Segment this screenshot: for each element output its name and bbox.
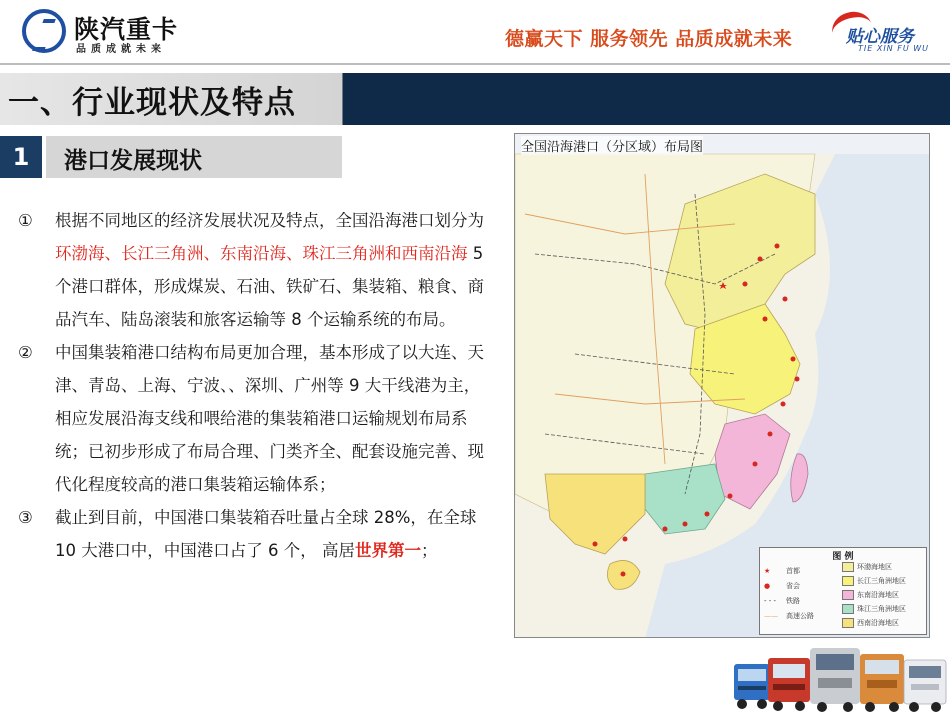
truck-icon: [810, 648, 860, 712]
star-icon: ★: [764, 567, 771, 575]
legend-swatch: [842, 618, 854, 628]
item-number: ②: [18, 343, 33, 362]
legend-provincial-capital: ● 省会: [764, 582, 800, 590]
item-text: 根据不同地区的经济发展状况及特点，全国沿海港口划分为环渤海、长江三角洲、东南沿海、珠江三角洲和西南沿海 5 个港口群体，形成煤炭、石油、铁矿石、集装箱、粮食、商品汽车、陆岛滚装和旅客运输等 8 个运输系统的布局。: [55, 211, 484, 329]
legend-title: 图 例: [832, 552, 854, 562]
legend-swatch: [842, 604, 854, 614]
trucks-illustration: [728, 638, 950, 713]
dot-icon: ●: [764, 582, 771, 590]
legend-region-yangtze: 长江三角洲地区: [842, 576, 906, 586]
bullet-list: [18, 204, 496, 567]
railway-line-icon: - - -: [764, 597, 777, 605]
legend-capital: ★ 首都: [764, 567, 800, 575]
truck-icon: [768, 658, 810, 711]
highlight-regions: 环渤海、长江三角洲、东南沿海、珠江三角洲和西南沿海: [55, 244, 468, 263]
list-item: [18, 501, 496, 567]
brand-name: 陕汽重卡: [74, 15, 179, 44]
item-number: ③: [18, 508, 33, 527]
list-item: [18, 204, 496, 336]
truck-icon: [904, 660, 946, 712]
item-number: ①: [18, 211, 33, 230]
header-divider: [0, 63, 950, 65]
subsection-title: 港口发展现状: [64, 148, 202, 174]
item-text: 中国集装箱港口结构布局更加合理，基本形成了以大连、天津、青岛、上海、宁波、、深圳、广州等 9 大干线港为主，相应发展沿海支线和喂给港的集装箱港口运输规划布局系统；已初步形成了布局合理、门类齐全、配套设施完善、现代化程度较高的港口集装箱运输体系；: [55, 343, 484, 494]
legend-swatch: [842, 590, 854, 600]
list-item: [18, 336, 496, 501]
legend-region-southwest: 西南沿海地区: [842, 618, 899, 628]
legend-swatch: [842, 576, 854, 586]
service-logo-pinyin: TIE XIN FU WU: [858, 44, 929, 53]
slogan: 德赢天下 服务领先 品质成就未来: [505, 28, 793, 50]
truck-icon: [860, 654, 904, 712]
highway-line-icon: ——: [764, 612, 778, 620]
legend-swatch: [842, 562, 854, 572]
shaanxi-auto-logo-icon: [22, 9, 66, 53]
legend-region-bohai: 环渤海地区: [842, 562, 892, 572]
highlight-world-first: 世界第一: [354, 541, 421, 560]
section-title: 一、行业现状及特点: [8, 85, 296, 121]
truck-icon: [734, 664, 770, 709]
coastal-ports-map: [514, 133, 930, 638]
subsection-number: 1: [0, 136, 42, 178]
legend-region-southeast: 东南沿海地区: [842, 590, 899, 600]
item-text: 截止到目前，中国港口集装箱吞吐量占全球 28%，在全球 10 大港口中，中国港口占了 6 个， 高居世界第一；: [55, 508, 477, 560]
legend-highway: —— 高速公路: [764, 612, 814, 620]
map-legend: [759, 547, 927, 635]
brand-tagline: 品质成就未来: [76, 44, 166, 55]
legend-region-pearl: 珠江三角洲地区: [842, 604, 906, 614]
service-logo: 贴心服务: [846, 27, 914, 47]
legend-railway: - - - 铁路: [764, 597, 800, 605]
map-title: 全国沿海港口（分区域）布局图: [521, 136, 703, 155]
